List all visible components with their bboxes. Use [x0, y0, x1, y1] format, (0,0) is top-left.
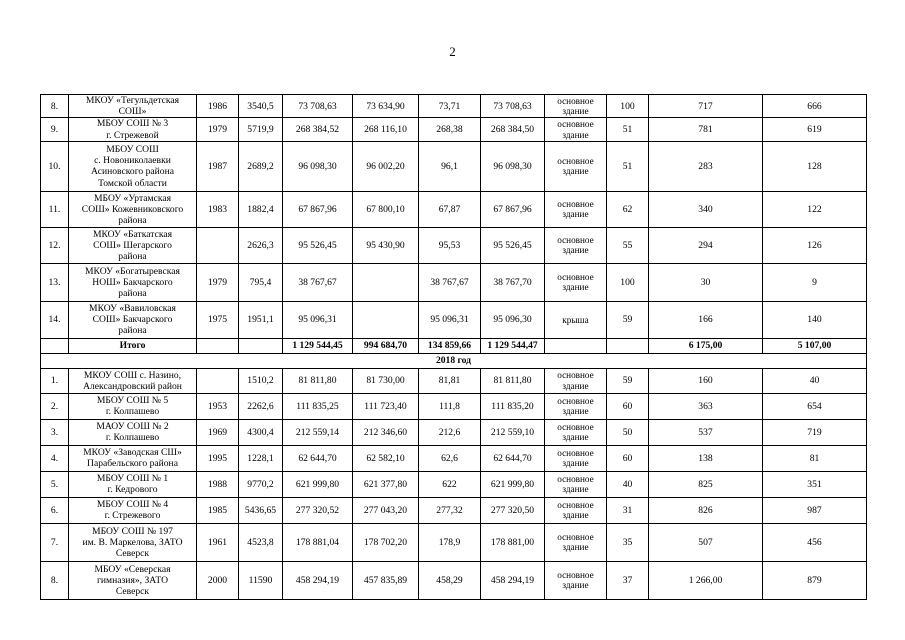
regional-funds: 178,9 [419, 523, 481, 561]
row-number: 3. [41, 419, 69, 445]
total-cost: 67 867,96 [283, 191, 353, 227]
cost-total-2: 62 644,70 [481, 445, 545, 471]
page-number: 2 [449, 44, 456, 59]
regional-funds: 622 [419, 471, 481, 497]
federal-funds: 62 582,10 [353, 445, 419, 471]
area: 1228,1 [239, 445, 283, 471]
build-year: 1983 [197, 191, 239, 227]
federal-funds: 277 043,20 [353, 497, 419, 523]
table-row [41, 118, 867, 141]
table-row [41, 95, 867, 118]
regional-funds: 95,53 [419, 227, 481, 263]
federal-funds: 96 002,20 [353, 141, 419, 191]
federal-funds: 81 730,00 [353, 368, 419, 393]
extra-count: 719 [763, 419, 867, 445]
extra-count: 140 [763, 301, 867, 338]
schools-repair-table [40, 94, 867, 600]
regional-funds: 458,29 [419, 561, 481, 599]
extra-count: 81 [763, 445, 867, 471]
wear-percent: 51 [607, 118, 649, 141]
federal-funds [353, 263, 419, 301]
extra-count: 456 [763, 523, 867, 561]
row-number: 11. [41, 191, 69, 227]
table-row [41, 191, 867, 227]
school-name: МБОУ СОШ № 5 г. Колпашево [69, 393, 197, 419]
students-count: 138 [649, 445, 763, 471]
regional-funds: 212,6 [419, 419, 481, 445]
extra-count: 351 [763, 471, 867, 497]
federal-funds: 621 377,80 [353, 471, 419, 497]
students-count: 781 [649, 118, 763, 141]
object-type: крыша [545, 301, 607, 338]
extra-count: 619 [763, 118, 867, 141]
object-type: основное здание [545, 118, 607, 141]
school-name: МБОУ «Северская гимназия», ЗАТО Северск [69, 561, 197, 599]
table-row [41, 368, 867, 393]
cost-total-2: 621 999,80 [481, 471, 545, 497]
federal-funds: 67 800,10 [353, 191, 419, 227]
regional-funds: 111,8 [419, 393, 481, 419]
total-cost: 95 096,31 [283, 301, 353, 338]
table-row [41, 301, 867, 338]
area: 2689,2 [239, 141, 283, 191]
wear-percent: 62 [607, 191, 649, 227]
build-year: 1987 [197, 141, 239, 191]
regional-funds: 96,1 [419, 141, 481, 191]
area: 2262,6 [239, 393, 283, 419]
object-type: основное здание [545, 141, 607, 191]
school-name: МКОУ «Богатыревская НОШ» Бакчарского района [69, 263, 197, 301]
object-type: основное здание [545, 497, 607, 523]
table-row [41, 263, 867, 301]
table-row [41, 419, 867, 445]
total-federal: 994 684,70 [353, 338, 419, 353]
total-students: 6 175,00 [649, 338, 763, 353]
cost-total-2: 458 294,19 [481, 561, 545, 599]
wear-percent: 35 [607, 523, 649, 561]
row-number: 9. [41, 118, 69, 141]
wear-percent: 59 [607, 368, 649, 393]
school-name: МКОУ «Заводская СШ» Парабельского района [69, 445, 197, 471]
table-row [41, 497, 867, 523]
cost-total-2: 277 320,50 [481, 497, 545, 523]
wear-percent: 60 [607, 393, 649, 419]
row-number: 6. [41, 497, 69, 523]
school-name: МАОУ СОШ № 2 г. Колпашево [69, 419, 197, 445]
federal-funds: 73 634,90 [353, 95, 419, 118]
section-header: 2018 год [41, 353, 867, 368]
build-year: 1953 [197, 393, 239, 419]
school-name: МБОУ СОШ с. Новониколаевки Асиновского района Томской области [69, 141, 197, 191]
regional-funds: 38 767,67 [419, 263, 481, 301]
students-count: 30 [649, 263, 763, 301]
wear-percent: 51 [607, 141, 649, 191]
school-name: МБОУ СОШ № 197 им. В. Маркелова, ЗАТО Северск [69, 523, 197, 561]
object-type: основное здание [545, 471, 607, 497]
area: 5436,65 [239, 497, 283, 523]
federal-funds [353, 301, 419, 338]
row-number: 8. [41, 561, 69, 599]
wear-percent: 55 [607, 227, 649, 263]
area: 9770,2 [239, 471, 283, 497]
regional-funds: 95 096,31 [419, 301, 481, 338]
students-count: 166 [649, 301, 763, 338]
total-row [41, 338, 867, 353]
students-count: 294 [649, 227, 763, 263]
regional-funds: 62,6 [419, 445, 481, 471]
total-cost: 111 835,25 [283, 393, 353, 419]
cost-total-2: 111 835,20 [481, 393, 545, 419]
regional-funds: 268,38 [419, 118, 481, 141]
students-count: 160 [649, 368, 763, 393]
federal-funds: 212 346,60 [353, 419, 419, 445]
extra-count: 9 [763, 263, 867, 301]
total-cost: 81 811,80 [283, 368, 353, 393]
students-count: 363 [649, 393, 763, 419]
build-year: 1988 [197, 471, 239, 497]
area: 3540,5 [239, 95, 283, 118]
build-year: 1979 [197, 118, 239, 141]
total-cost: 277 320,52 [283, 497, 353, 523]
federal-funds: 178 702,20 [353, 523, 419, 561]
cost-total-2: 96 098,30 [481, 141, 545, 191]
object-type: основное здание [545, 523, 607, 561]
students-count: 537 [649, 419, 763, 445]
wear-percent: 60 [607, 445, 649, 471]
build-year: 1975 [197, 301, 239, 338]
build-year [197, 227, 239, 263]
wear-percent: 59 [607, 301, 649, 338]
extra-count: 122 [763, 191, 867, 227]
area: 4523,8 [239, 523, 283, 561]
row-number: 10. [41, 141, 69, 191]
school-name: МБОУ СОШ № 1 г. Кедрового [69, 471, 197, 497]
cost-total-2: 81 811,80 [481, 368, 545, 393]
row-number: 7. [41, 523, 69, 561]
total-cost: 96 098,30 [283, 141, 353, 191]
wear-percent: 40 [607, 471, 649, 497]
cost-total-2: 268 384,50 [481, 118, 545, 141]
extra-count: 879 [763, 561, 867, 599]
cost-total-2: 73 708,63 [481, 95, 545, 118]
area: 5719,9 [239, 118, 283, 141]
total-empty-wear [607, 338, 649, 353]
regional-funds: 81,81 [419, 368, 481, 393]
area: 2626,3 [239, 227, 283, 263]
total-extra: 5 107,00 [763, 338, 867, 353]
row-number: 13. [41, 263, 69, 301]
total-cost: 268 384,52 [283, 118, 353, 141]
school-name: МКОУ «Тегульдетская СОШ» [69, 95, 197, 118]
total-empty-num [41, 338, 69, 353]
table-row [41, 561, 867, 599]
object-type: основное здание [545, 393, 607, 419]
federal-funds: 111 723,40 [353, 393, 419, 419]
total-cost: 212 559,14 [283, 419, 353, 445]
row-number: 8. [41, 95, 69, 118]
build-year: 1986 [197, 95, 239, 118]
build-year: 2000 [197, 561, 239, 599]
students-count: 507 [649, 523, 763, 561]
object-type: основное здание [545, 368, 607, 393]
total-cost: 95 526,45 [283, 227, 353, 263]
wear-percent: 100 [607, 95, 649, 118]
build-year: 1961 [197, 523, 239, 561]
cost-total-2: 95 526,45 [481, 227, 545, 263]
cost-total-2: 212 559,10 [481, 419, 545, 445]
total-cost: 178 881,04 [283, 523, 353, 561]
table-row [41, 471, 867, 497]
build-year: 1969 [197, 419, 239, 445]
object-type: основное здание [545, 263, 607, 301]
total-empty-year [197, 338, 239, 353]
school-name: МБОУ СОШ № 3 г. Стрежевой [69, 118, 197, 141]
object-type: основное здание [545, 445, 607, 471]
school-name: МКОУ «Баткатская СОШ» Шегарского района [69, 227, 197, 263]
wear-percent: 100 [607, 263, 649, 301]
cost-total-2: 95 096,30 [481, 301, 545, 338]
extra-count: 128 [763, 141, 867, 191]
table-row [41, 227, 867, 263]
school-name: МБОУ «Уртамская СОШ» Кожевниковского района [69, 191, 197, 227]
object-type: основное здание [545, 95, 607, 118]
regional-funds: 277,32 [419, 497, 481, 523]
cost-total-2: 38 767,70 [481, 263, 545, 301]
wear-percent: 37 [607, 561, 649, 599]
school-name: МКОУ СОШ с. Назино, Александровский район [69, 368, 197, 393]
area: 1510,2 [239, 368, 283, 393]
total-cost: 73 708,63 [283, 95, 353, 118]
total-cost: 621 999,80 [283, 471, 353, 497]
build-year: 1995 [197, 445, 239, 471]
students-count: 1 266,00 [649, 561, 763, 599]
total-cost-2: 1 129 544,47 [481, 338, 545, 353]
area: 1951,1 [239, 301, 283, 338]
row-number: 4. [41, 445, 69, 471]
total-cost: 38 767,67 [283, 263, 353, 301]
extra-count: 987 [763, 497, 867, 523]
federal-funds: 268 116,10 [353, 118, 419, 141]
row-number: 14. [41, 301, 69, 338]
total-cost: 458 294,19 [283, 561, 353, 599]
total-label: Итого [69, 338, 197, 353]
table-row [41, 141, 867, 191]
extra-count: 40 [763, 368, 867, 393]
school-name: МКОУ «Вавиловская СОШ» Бакчарского района [69, 301, 197, 338]
area: 795,4 [239, 263, 283, 301]
federal-funds: 457 835,89 [353, 561, 419, 599]
extra-count: 666 [763, 95, 867, 118]
students-count: 717 [649, 95, 763, 118]
extra-count: 126 [763, 227, 867, 263]
row-number: 5. [41, 471, 69, 497]
total-cost: 1 129 544,45 [283, 338, 353, 353]
table-row [41, 393, 867, 419]
object-type: основное здание [545, 561, 607, 599]
total-empty-type [545, 338, 607, 353]
table-row [41, 445, 867, 471]
students-count: 825 [649, 471, 763, 497]
object-type: основное здание [545, 191, 607, 227]
row-number: 2. [41, 393, 69, 419]
row-number: 1. [41, 368, 69, 393]
total-cost: 62 644,70 [283, 445, 353, 471]
students-count: 826 [649, 497, 763, 523]
area: 11590 [239, 561, 283, 599]
build-year: 1985 [197, 497, 239, 523]
school-name: МБОУ СОШ № 4 г. Стрежевого [69, 497, 197, 523]
total-regional: 134 859,66 [419, 338, 481, 353]
row-number: 12. [41, 227, 69, 263]
object-type: основное здание [545, 227, 607, 263]
federal-funds: 95 430,90 [353, 227, 419, 263]
wear-percent: 50 [607, 419, 649, 445]
build-year [197, 368, 239, 393]
year-section-row [41, 353, 867, 368]
cost-total-2: 67 867,96 [481, 191, 545, 227]
total-empty-area [239, 338, 283, 353]
cost-total-2: 178 881,00 [481, 523, 545, 561]
students-count: 340 [649, 191, 763, 227]
students-count: 283 [649, 141, 763, 191]
wear-percent: 31 [607, 497, 649, 523]
area: 1882,4 [239, 191, 283, 227]
table-row [41, 523, 867, 561]
build-year: 1979 [197, 263, 239, 301]
extra-count: 654 [763, 393, 867, 419]
area: 4300,4 [239, 419, 283, 445]
regional-funds: 73,71 [419, 95, 481, 118]
regional-funds: 67,87 [419, 191, 481, 227]
object-type: основное здание [545, 419, 607, 445]
